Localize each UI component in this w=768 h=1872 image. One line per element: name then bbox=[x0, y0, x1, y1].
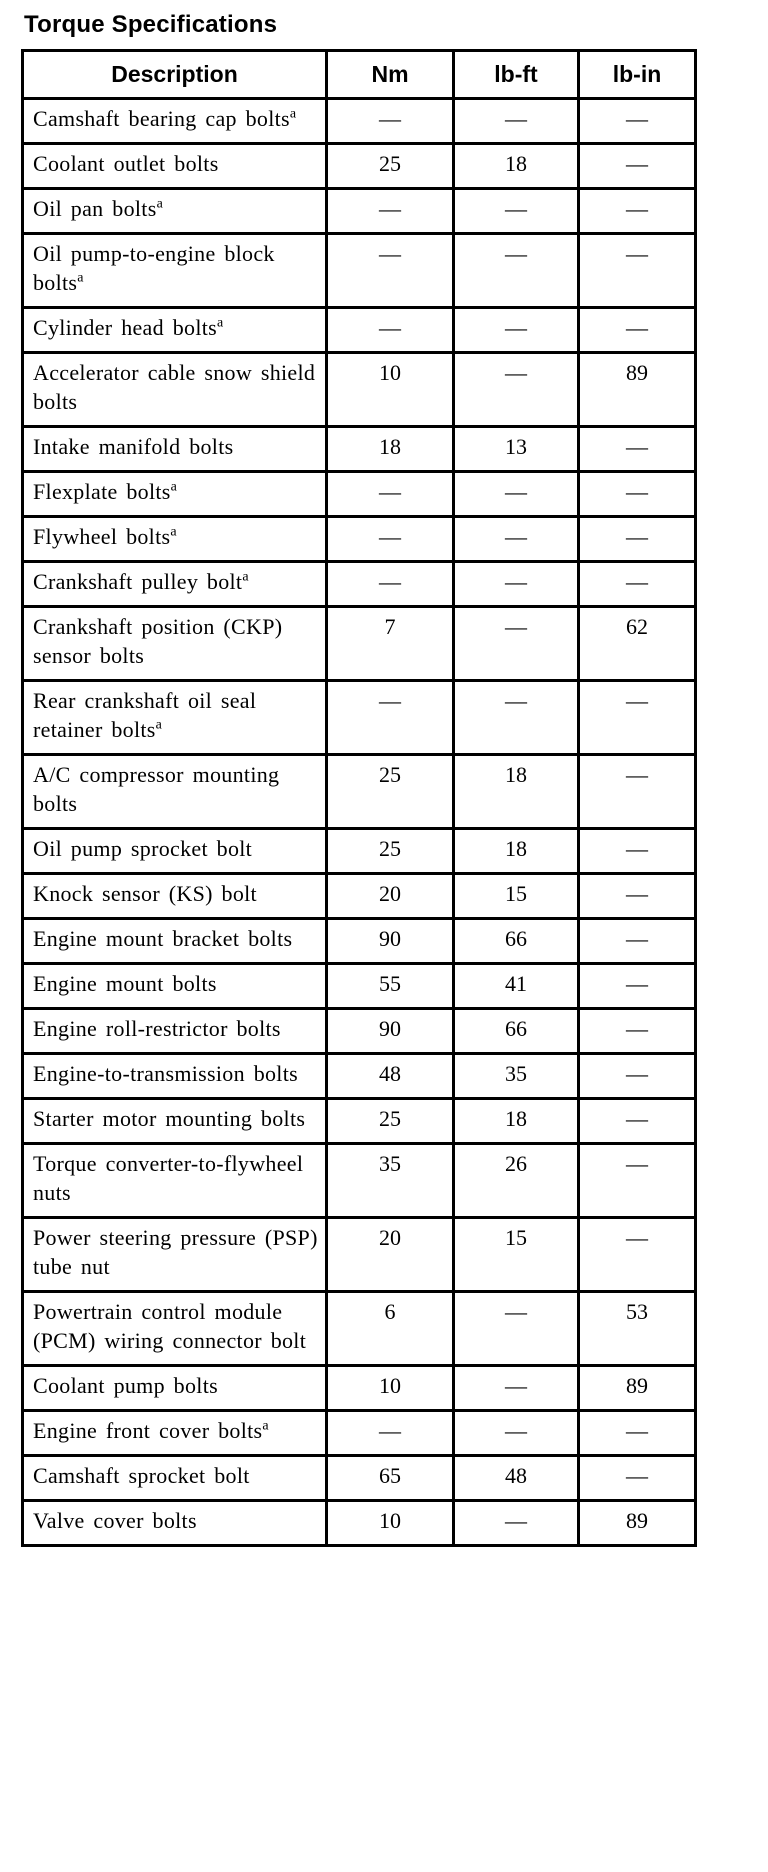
description-text: Camshaft bearing cap bolts bbox=[33, 106, 290, 131]
lb-in-value-cell: — bbox=[579, 964, 696, 1009]
nm-value-cell: 18 bbox=[327, 427, 454, 472]
lb-in-value-cell: 89 bbox=[579, 1366, 696, 1411]
table-row bbox=[23, 755, 696, 829]
lb-ft-value-cell: — bbox=[454, 234, 579, 308]
lb-ft-value-cell: 18 bbox=[454, 144, 579, 189]
description-text: A/C compressor mounting bolts bbox=[33, 762, 280, 816]
table-row bbox=[23, 562, 696, 607]
description-cell bbox=[23, 1009, 327, 1054]
table-row bbox=[23, 1218, 696, 1292]
description-cell bbox=[23, 607, 327, 681]
lb-ft-value-cell: 18 bbox=[454, 755, 579, 829]
lb-ft-value-cell: — bbox=[454, 607, 579, 681]
nm-value-cell: 20 bbox=[327, 874, 454, 919]
lb-ft-value-cell: — bbox=[454, 189, 579, 234]
description-cell bbox=[23, 562, 327, 607]
description-text: Power steering pressure (PSP) tube nut bbox=[33, 1225, 318, 1279]
lb-in-value-cell: — bbox=[579, 1218, 696, 1292]
description-text: Knock sensor (KS) bolt bbox=[33, 881, 257, 906]
description-cell bbox=[23, 353, 327, 427]
nm-value-cell: 6 bbox=[327, 1292, 454, 1366]
table-row bbox=[23, 144, 696, 189]
nm-value-cell: — bbox=[327, 681, 454, 755]
lb-in-value-cell: 89 bbox=[579, 1501, 696, 1546]
lb-ft-value-cell: — bbox=[454, 517, 579, 562]
description-cell bbox=[23, 681, 327, 755]
description-cell bbox=[23, 1411, 327, 1456]
description-cell bbox=[23, 1099, 327, 1144]
description-cell bbox=[23, 427, 327, 472]
description-cell bbox=[23, 1366, 327, 1411]
lb-in-value-cell: — bbox=[579, 681, 696, 755]
description-cell bbox=[23, 1054, 327, 1099]
lb-ft-value-cell: 48 bbox=[454, 1456, 579, 1501]
lb-ft-value-cell: 66 bbox=[454, 1009, 579, 1054]
description-cell bbox=[23, 964, 327, 1009]
table-row bbox=[23, 234, 696, 308]
lb-ft-value-cell: 18 bbox=[454, 1099, 579, 1144]
table-row bbox=[23, 1009, 696, 1054]
description-text: Engine-to-transmission bolts bbox=[33, 1061, 298, 1086]
lb-in-value-cell: 89 bbox=[579, 353, 696, 427]
lb-in-value-cell: — bbox=[579, 829, 696, 874]
torque-specs-table bbox=[21, 49, 697, 1547]
description-cell bbox=[23, 1292, 327, 1366]
description-text: Coolant pump bolts bbox=[33, 1373, 218, 1398]
footnote-marker: a bbox=[170, 524, 177, 540]
lb-ft-value-cell: — bbox=[454, 1366, 579, 1411]
lb-ft-value-cell: — bbox=[454, 308, 579, 353]
table-row bbox=[23, 472, 696, 517]
nm-value-cell: 25 bbox=[327, 829, 454, 874]
lb-in-value-cell: — bbox=[579, 755, 696, 829]
header-lb-in: lb-in bbox=[579, 51, 696, 99]
lb-in-value-cell: — bbox=[579, 472, 696, 517]
lb-ft-value-cell: 35 bbox=[454, 1054, 579, 1099]
lb-in-value-cell: — bbox=[579, 234, 696, 308]
description-cell bbox=[23, 874, 327, 919]
description-cell bbox=[23, 99, 327, 144]
nm-value-cell: — bbox=[327, 308, 454, 353]
table-row bbox=[23, 353, 696, 427]
lb-in-value-cell: — bbox=[579, 427, 696, 472]
lb-ft-value-cell: — bbox=[454, 353, 579, 427]
lb-in-value-cell: — bbox=[579, 919, 696, 964]
lb-ft-value-cell: — bbox=[454, 99, 579, 144]
description-cell bbox=[23, 189, 327, 234]
description-text: Engine roll-restrictor bolts bbox=[33, 1016, 281, 1041]
nm-value-cell: — bbox=[327, 472, 454, 517]
description-text: Oil pump sprocket bolt bbox=[33, 836, 253, 861]
lb-in-value-cell: — bbox=[579, 874, 696, 919]
lb-ft-value-cell: — bbox=[454, 472, 579, 517]
lb-ft-value-cell: 66 bbox=[454, 919, 579, 964]
nm-value-cell: 20 bbox=[327, 1218, 454, 1292]
description-text: Engine mount bracket bolts bbox=[33, 926, 293, 951]
description-cell bbox=[23, 755, 327, 829]
footnote-marker: a bbox=[242, 569, 249, 585]
table-row bbox=[23, 607, 696, 681]
nm-value-cell: 55 bbox=[327, 964, 454, 1009]
description-cell bbox=[23, 472, 327, 517]
description-text: Rear crankshaft oil seal retainer bolts bbox=[33, 688, 257, 742]
nm-value-cell: — bbox=[327, 99, 454, 144]
table-row bbox=[23, 1366, 696, 1411]
lb-ft-value-cell: 41 bbox=[454, 964, 579, 1009]
footnote-marker: a bbox=[77, 270, 84, 286]
description-cell bbox=[23, 1456, 327, 1501]
lb-in-value-cell: — bbox=[579, 1144, 696, 1218]
header-nm: Nm bbox=[327, 51, 454, 99]
table-row bbox=[23, 1411, 696, 1456]
footnote-marker: a bbox=[155, 717, 162, 733]
footnote-marker: a bbox=[156, 196, 163, 212]
lb-ft-value-cell: — bbox=[454, 562, 579, 607]
nm-value-cell: 35 bbox=[327, 1144, 454, 1218]
description-cell bbox=[23, 234, 327, 308]
table-row bbox=[23, 681, 696, 755]
description-text: Flexplate bolts bbox=[33, 479, 171, 504]
description-text: Accelerator cable snow shield bolts bbox=[33, 360, 316, 414]
header-description: Description bbox=[23, 51, 327, 99]
footnote-marker: a bbox=[170, 479, 177, 495]
lb-in-value-cell: — bbox=[579, 99, 696, 144]
table-row bbox=[23, 1144, 696, 1218]
table-row bbox=[23, 1054, 696, 1099]
table-row bbox=[23, 919, 696, 964]
lb-in-value-cell: — bbox=[579, 517, 696, 562]
nm-value-cell: 10 bbox=[327, 1501, 454, 1546]
table-row bbox=[23, 99, 696, 144]
lb-in-value-cell: — bbox=[579, 189, 696, 234]
nm-value-cell: 25 bbox=[327, 755, 454, 829]
nm-value-cell: 7 bbox=[327, 607, 454, 681]
nm-value-cell: — bbox=[327, 234, 454, 308]
description-text: Cylinder head bolts bbox=[33, 315, 218, 340]
table-row bbox=[23, 1099, 696, 1144]
description-text: Engine mount bolts bbox=[33, 971, 217, 996]
lb-in-value-cell: — bbox=[579, 1054, 696, 1099]
description-text: Powertrain control module (PCM) wiring connector bolt bbox=[33, 1299, 307, 1353]
table-row bbox=[23, 189, 696, 234]
table-row bbox=[23, 1292, 696, 1366]
table-row bbox=[23, 308, 696, 353]
nm-value-cell: 10 bbox=[327, 1366, 454, 1411]
description-cell bbox=[23, 1501, 327, 1546]
description-text: Oil pump-to-engine block bolts bbox=[33, 241, 275, 295]
table-body bbox=[23, 99, 696, 1546]
table-row bbox=[23, 829, 696, 874]
description-cell bbox=[23, 829, 327, 874]
lb-in-value-cell: — bbox=[579, 1456, 696, 1501]
header-lb-ft: lb-ft bbox=[454, 51, 579, 99]
table-row bbox=[23, 874, 696, 919]
description-text: Crankshaft position (CKP) sensor bolts bbox=[33, 614, 283, 668]
description-text: Coolant outlet bolts bbox=[33, 151, 219, 176]
description-text: Intake manifold bolts bbox=[33, 434, 234, 459]
lb-in-value-cell: 62 bbox=[579, 607, 696, 681]
nm-value-cell: — bbox=[327, 517, 454, 562]
lb-in-value-cell: — bbox=[579, 562, 696, 607]
nm-value-cell: 10 bbox=[327, 353, 454, 427]
lb-ft-value-cell: — bbox=[454, 681, 579, 755]
description-text: Engine front cover bolts bbox=[33, 1418, 263, 1443]
description-text: Torque converter-to-flywheel nuts bbox=[33, 1151, 304, 1205]
description-text: Starter motor mounting bolts bbox=[33, 1106, 306, 1131]
table-row bbox=[23, 1456, 696, 1501]
description-text: Oil pan bolts bbox=[33, 196, 157, 221]
nm-value-cell: 25 bbox=[327, 144, 454, 189]
page-title: Torque Specifications bbox=[24, 11, 278, 38]
description-text: Camshaft sprocket bolt bbox=[33, 1463, 250, 1488]
lb-ft-value-cell: — bbox=[454, 1292, 579, 1366]
lb-ft-value-cell: 13 bbox=[454, 427, 579, 472]
description-cell bbox=[23, 144, 327, 189]
table-header-row bbox=[23, 51, 696, 99]
lb-in-value-cell: — bbox=[579, 1411, 696, 1456]
lb-ft-value-cell: 26 bbox=[454, 1144, 579, 1218]
footnote-marker: a bbox=[262, 1418, 269, 1434]
lb-in-value-cell: 53 bbox=[579, 1292, 696, 1366]
table-row bbox=[23, 1501, 696, 1546]
description-cell bbox=[23, 308, 327, 353]
footnote-marker: a bbox=[289, 106, 297, 122]
footnote-marker: a bbox=[217, 315, 224, 331]
lb-ft-value-cell: 15 bbox=[454, 1218, 579, 1292]
description-cell bbox=[23, 517, 327, 562]
lb-in-value-cell: — bbox=[579, 144, 696, 189]
table-row bbox=[23, 427, 696, 472]
nm-value-cell: 90 bbox=[327, 1009, 454, 1054]
description-cell bbox=[23, 1218, 327, 1292]
lb-in-value-cell: — bbox=[579, 1099, 696, 1144]
nm-value-cell: 90 bbox=[327, 919, 454, 964]
lb-in-value-cell: — bbox=[579, 308, 696, 353]
nm-value-cell: 48 bbox=[327, 1054, 454, 1099]
description-cell bbox=[23, 1144, 327, 1218]
nm-value-cell: 25 bbox=[327, 1099, 454, 1144]
description-cell bbox=[23, 919, 327, 964]
nm-value-cell: 65 bbox=[327, 1456, 454, 1501]
description-text: Flywheel bolts bbox=[33, 524, 171, 549]
lb-ft-value-cell: — bbox=[454, 1411, 579, 1456]
description-text: Crankshaft pulley bolt bbox=[33, 569, 243, 594]
table-row bbox=[23, 517, 696, 562]
nm-value-cell: — bbox=[327, 189, 454, 234]
lb-ft-value-cell: — bbox=[454, 1501, 579, 1546]
lb-ft-value-cell: 18 bbox=[454, 829, 579, 874]
lb-ft-value-cell: 15 bbox=[454, 874, 579, 919]
lb-in-value-cell: — bbox=[579, 1009, 696, 1054]
nm-value-cell: — bbox=[327, 562, 454, 607]
description-text: Valve cover bolts bbox=[33, 1508, 197, 1533]
table-row bbox=[23, 964, 696, 1009]
nm-value-cell: — bbox=[327, 1411, 454, 1456]
